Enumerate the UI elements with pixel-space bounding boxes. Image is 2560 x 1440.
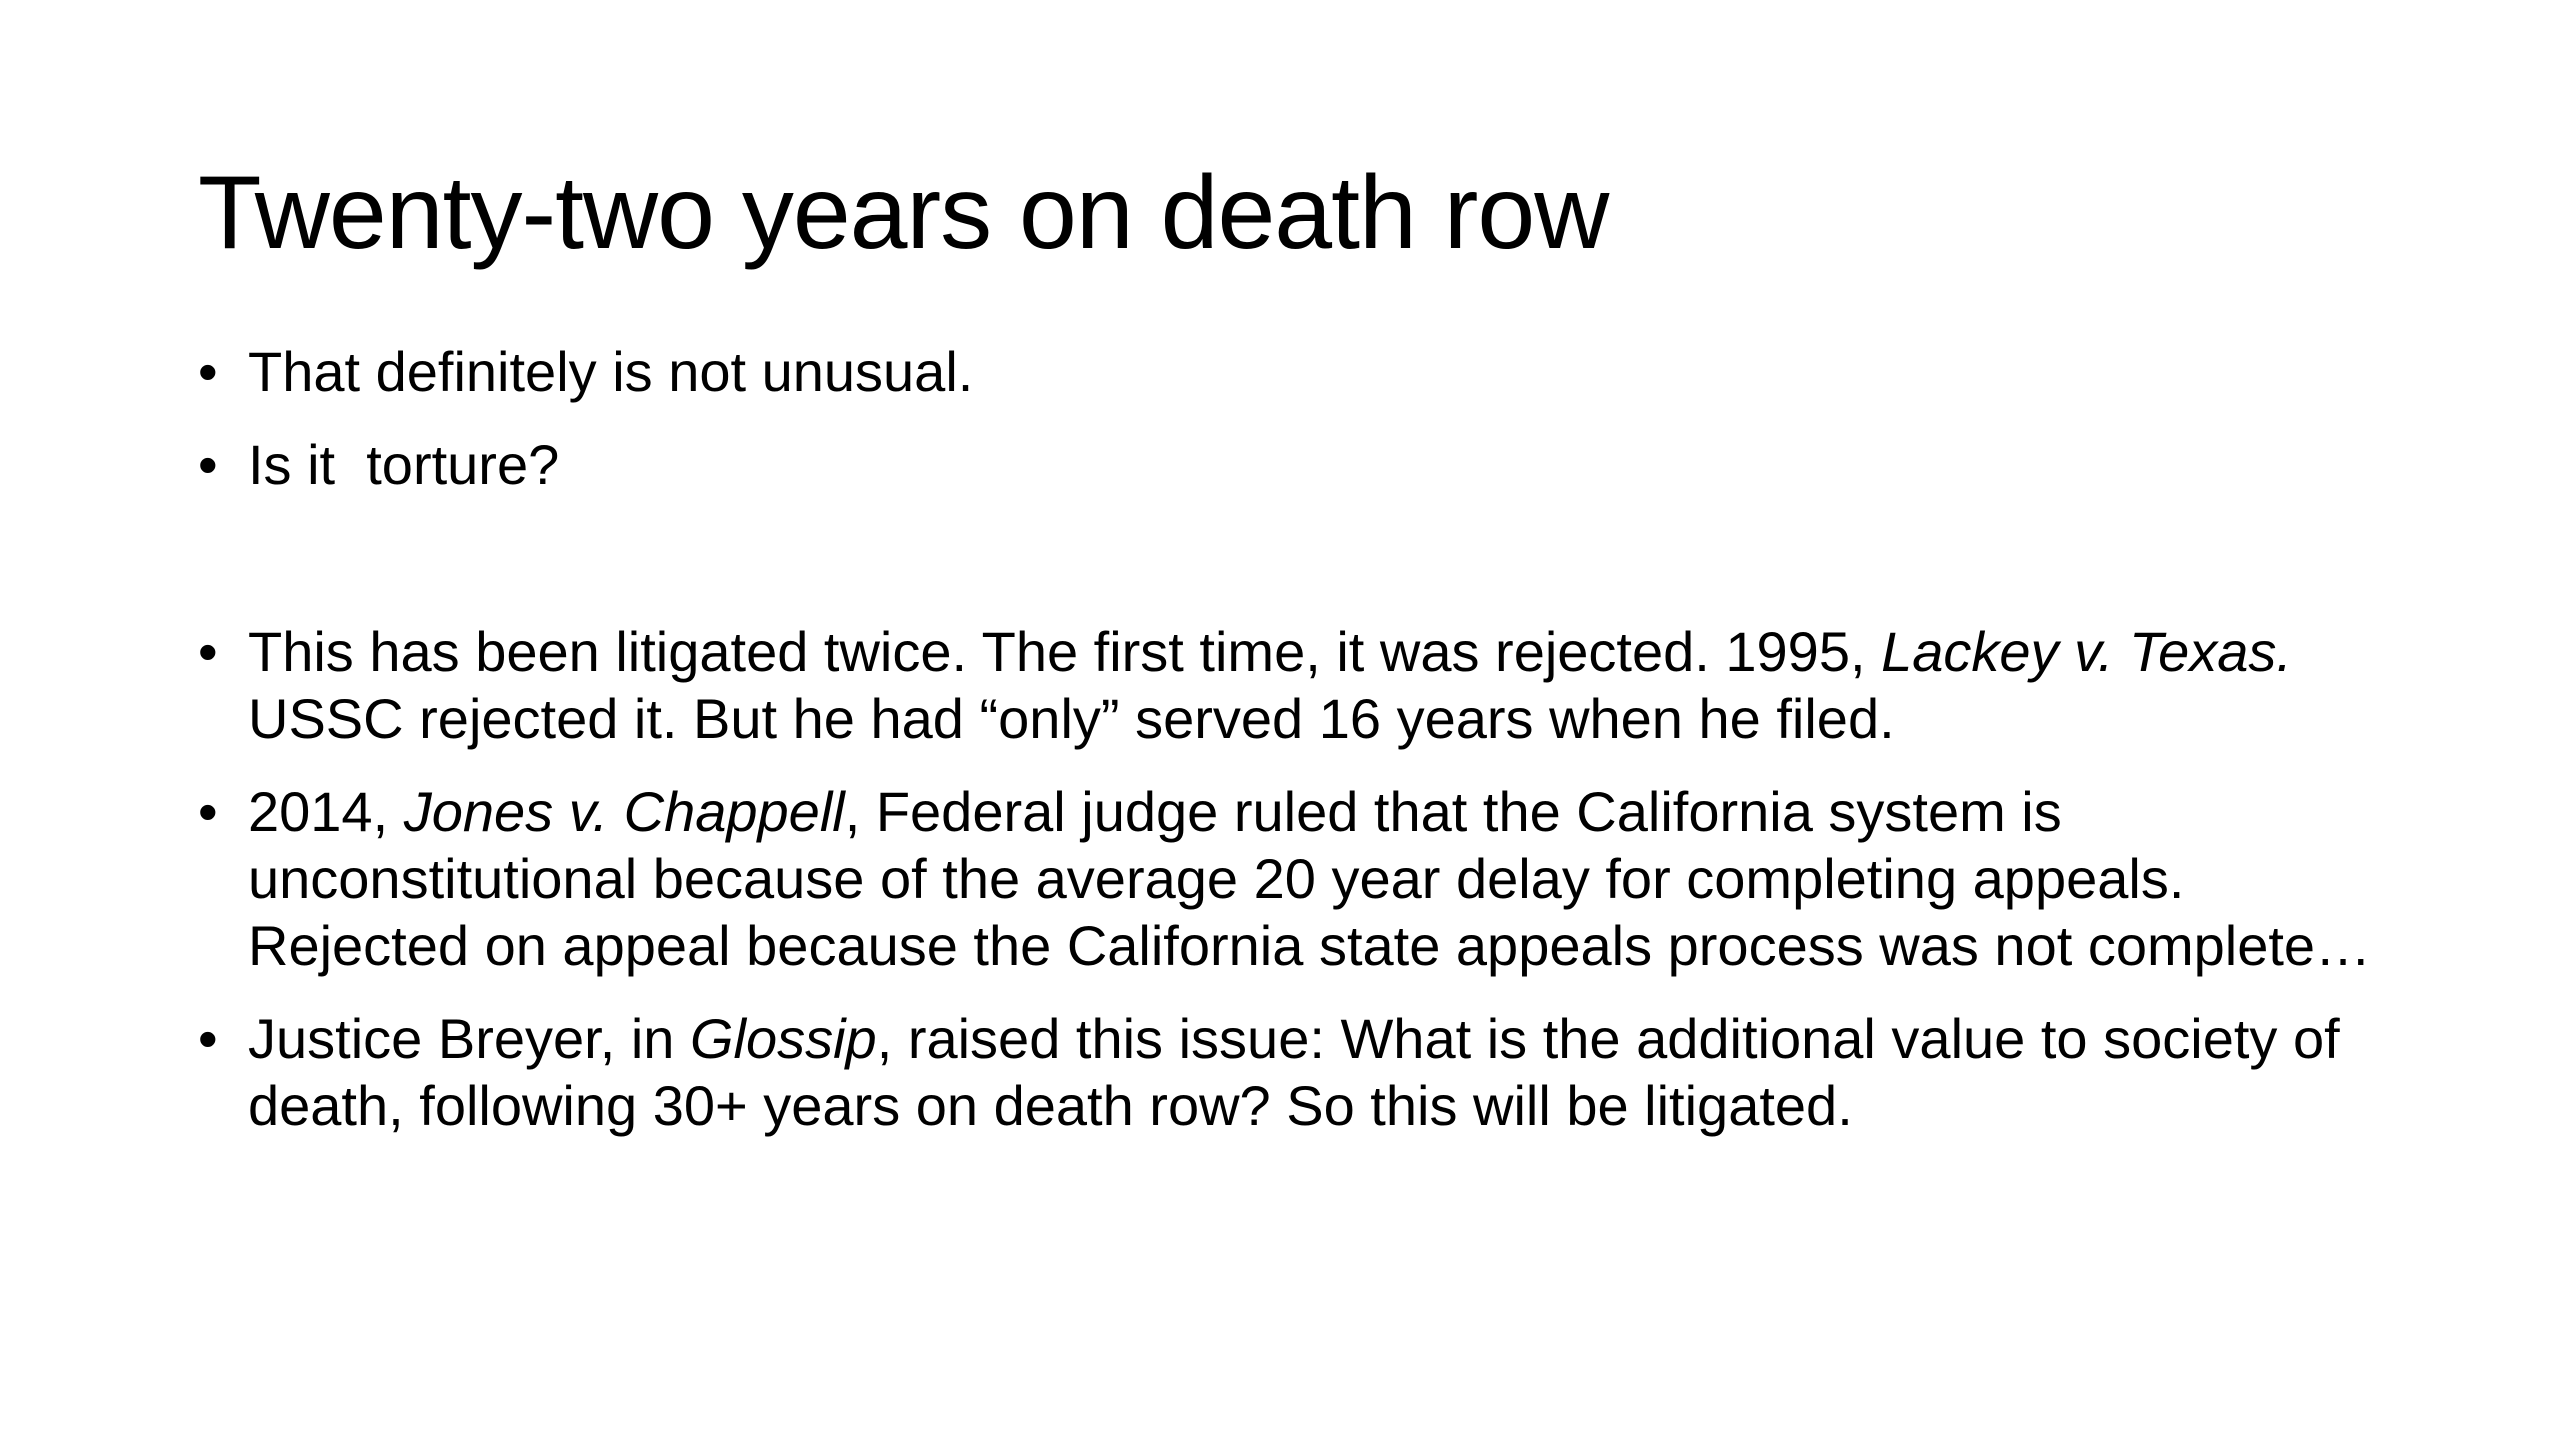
case-name-jones: Jones v. Chappell xyxy=(403,780,845,843)
bullet-text: 2014, xyxy=(248,780,404,843)
bullet-item xyxy=(198,338,2398,405)
bullet-icon: • xyxy=(198,1007,218,1070)
case-name-glossip: Glossip xyxy=(689,1007,877,1070)
bullet-text: Is it torture? xyxy=(248,433,560,496)
bullet-item xyxy=(198,778,2398,979)
bullet-icon: • xyxy=(198,340,218,403)
slide-title: Twenty-two years on death row xyxy=(198,155,1609,271)
bullet-item xyxy=(198,1005,2398,1139)
bullet-text: USSC rejected it. But he had “only” served 16 years when he filed. xyxy=(248,687,1895,750)
bullet-item xyxy=(198,431,2398,498)
bullet-text: Justice Breyer, in xyxy=(248,1007,690,1070)
bullet-list xyxy=(198,338,2398,1139)
bullet-item xyxy=(198,618,2398,752)
bullet-text: This has been litigated twice. The first time, it was rejected. 1995, xyxy=(248,620,1882,683)
bullet-icon: • xyxy=(198,433,218,496)
bullet-icon: • xyxy=(198,620,218,683)
bullet-text: , Federal judge ruled that the California system is unconstitutional because of the average 20 year delay for completing appeals. Rejected on appeal because the California state appeals process was not complete… xyxy=(248,780,2372,977)
bullet-text: , raised this issue: What is the additional value to society of death, following 30+ years on death row? So this will be litigated. xyxy=(248,1007,2340,1137)
bullet-icon: • xyxy=(198,780,218,843)
case-name-lackey: Lackey v. Texas. xyxy=(1881,620,2292,683)
bullet-text: That definitely is not unusual. xyxy=(248,340,974,403)
